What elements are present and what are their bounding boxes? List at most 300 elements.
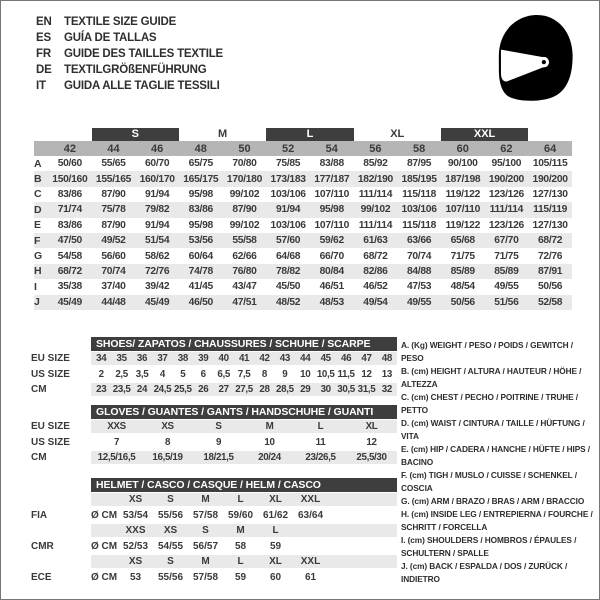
language-code: IT: [36, 80, 46, 92]
full-face-helmet-icon: [497, 14, 575, 104]
language-code: FR: [36, 48, 51, 60]
size-band-cell: S: [92, 128, 179, 141]
measurement-cell: 84/88: [397, 264, 441, 279]
measurement-cell: 50/56: [441, 295, 485, 310]
measurement-cell: 115/119: [528, 202, 572, 217]
measurement-cell: 95/98: [310, 202, 354, 217]
size-cell: XXS: [125, 525, 146, 537]
measurement-cell: 37/40: [101, 281, 126, 293]
size-column-header: 64: [528, 141, 572, 156]
measurement-cell: 68/72: [363, 250, 388, 262]
measurement-cell: 72/76: [537, 250, 563, 262]
size-cell: 59: [269, 540, 282, 552]
measurement-cell: 165/175: [179, 171, 223, 186]
measurement-cell: 105/115: [532, 158, 568, 170]
measurement-cell: 155/165: [92, 171, 136, 186]
size-cell: 10: [264, 436, 275, 448]
measurement-cell: 111/114: [485, 202, 529, 217]
measurement-cell: 190/200: [485, 171, 529, 186]
measurement-cell: 75/78: [92, 202, 136, 217]
measurement-cell: 127/130: [532, 219, 568, 231]
measurement-cell: 82/86: [354, 264, 398, 279]
measurement-cell: 72/76: [135, 264, 179, 279]
size-cell: M: [236, 525, 245, 537]
textile-size-table: [34, 128, 572, 310]
measurement-cell: 182/190: [354, 171, 398, 186]
size-cell: 12: [361, 368, 372, 380]
size-cell: 16,5/19: [152, 452, 183, 464]
size-row: [31, 367, 397, 383]
row-letter-label: G: [34, 250, 43, 263]
size-cell: 2,5: [115, 368, 128, 380]
measurement-cell: 76/80: [223, 264, 267, 279]
size-cell: 28,5: [276, 384, 294, 396]
measurement-cell: 87/91: [528, 264, 572, 279]
measurement-cell: 64/68: [275, 250, 301, 262]
measurement-cell: 170/180: [223, 171, 267, 186]
measurement-cell: 87/90: [101, 219, 126, 231]
language-row: [36, 78, 223, 94]
measurement-cell: 173/183: [266, 171, 310, 186]
size-cell: 53: [129, 571, 142, 583]
corner-cell: [34, 141, 48, 156]
language-title-list: [36, 14, 223, 94]
size-cell: 55/56: [157, 571, 184, 583]
size-row: [31, 450, 397, 466]
size-band-row: [34, 128, 572, 141]
size-row: [31, 419, 397, 435]
measurement-row: [34, 218, 572, 233]
measurement-cell: 85/89: [441, 264, 485, 279]
size-cell: S: [215, 421, 222, 433]
measurement-cell: 99/102: [229, 219, 260, 231]
size-cell: XS: [161, 421, 174, 433]
size-cell: XL: [269, 556, 282, 568]
measurement-cell: 48/52: [266, 295, 310, 310]
legend-item: D. (cm) WAIST / CINTURA / TAILLE / HÜFTUNG / VITA: [401, 418, 585, 441]
measurement-cell: 71/74: [48, 202, 92, 217]
measurement-row: [34, 295, 572, 310]
shoes-section: [31, 337, 397, 398]
measurement-cell: 107/110: [314, 219, 350, 231]
size-column-header: 60: [441, 141, 485, 156]
diameter-unit-label: Ø CM: [91, 540, 118, 552]
measurement-cell: 111/114: [358, 188, 393, 200]
row-letter-label: E: [34, 219, 42, 232]
measurement-cell: 60/70: [145, 158, 170, 170]
standard-label: ECE: [31, 571, 52, 583]
size-cell: 9: [215, 436, 222, 448]
row-values: [91, 509, 397, 522]
measurement-cell: 44/48: [92, 295, 136, 310]
size-cell: 37: [157, 353, 168, 365]
measurement-cell: 123/126: [488, 219, 524, 231]
measurement-cell: 80/84: [310, 264, 354, 279]
language-title: GUÍA DE TALLAS: [64, 32, 157, 44]
size-cell: 40: [218, 353, 229, 365]
language-row: [36, 14, 223, 30]
measurement-row: [34, 171, 572, 186]
row-values: [91, 451, 397, 464]
row-label: EU SIZE: [31, 421, 70, 433]
measurement-cell: 47/53: [406, 281, 432, 293]
language-code: EN: [36, 16, 52, 28]
size-cell: 32: [381, 384, 392, 396]
measurement-cell: 68/72: [48, 264, 92, 279]
size-cell: 63/64: [297, 509, 324, 521]
row-values: [91, 436, 397, 449]
size-cell: 20/24: [258, 452, 281, 464]
measurement-cell: 160/170: [135, 171, 179, 186]
measurement-cell: 119/122: [445, 188, 481, 200]
measurement-cell: 65/75: [188, 158, 213, 170]
size-cell: XL: [365, 421, 378, 433]
measurement-cell: 50/60: [57, 158, 82, 170]
measurement-cell: 87/90: [101, 188, 126, 200]
measurement-cell: 107/110: [314, 188, 350, 200]
gloves-section: [31, 405, 397, 466]
helmet-size-row: [31, 539, 397, 555]
helmet-size-row: [31, 523, 397, 539]
measurement-cell: 70/74: [406, 250, 432, 262]
language-code: DE: [36, 64, 52, 76]
measurement-cell: 59/62: [310, 233, 354, 248]
size-cell: 41: [238, 353, 250, 365]
legend-item: I. (cm) SHOULDERS / HOMBROS / ÉPAULES / SCHULTERN / SPALLE: [401, 535, 577, 558]
measurement-cell: 71/75: [450, 250, 475, 262]
legend-item: E. (cm) HIP / CADERA / HANCHE / HÜFTE / HIPS / BACINO: [401, 444, 591, 467]
measurement-cell: 49/54: [354, 295, 398, 310]
measurement-cell: 115/118: [402, 219, 437, 231]
size-cell: 45: [320, 353, 331, 365]
row-label: CM: [31, 384, 47, 396]
row-values: [91, 555, 397, 568]
size-band-cell: XXL: [441, 128, 528, 141]
measurement-cell: 127/130: [532, 188, 568, 200]
helmet-size-row: [31, 508, 397, 524]
size-cell: 25,5/30: [356, 452, 387, 464]
row-values: [91, 420, 397, 433]
size-cell: 46: [340, 353, 352, 365]
language-row: [36, 30, 223, 46]
language-code: ES: [36, 32, 51, 44]
measurement-cell: 83/88: [319, 158, 344, 170]
legend-item: B. (cm) HEIGHT / ALTURA / HAUTEUR / HÖHE / ALTEZZA: [401, 366, 582, 389]
measurement-cell: 43/47: [232, 281, 257, 293]
size-cell: 53/54: [122, 509, 149, 521]
row-letter-label: B: [34, 171, 48, 186]
measurement-cell: 48/54: [450, 281, 475, 293]
size-cell: XS: [128, 556, 143, 568]
size-column-header: 52: [266, 141, 310, 156]
measurement-cell: 46/52: [363, 281, 388, 293]
diameter-unit-label: Ø CM: [91, 509, 118, 521]
measurement-cell: 85/89: [485, 264, 529, 279]
measurement-cell: 115/118: [402, 188, 437, 200]
size-cell: 6,5: [217, 368, 230, 380]
size-row: [31, 435, 397, 451]
language-title: GUIDE DES TAILLES TEXTILE: [64, 48, 223, 60]
size-cell: 24: [136, 384, 148, 396]
measurement-cell: 45/50: [275, 281, 301, 293]
size-cell: 44: [300, 353, 311, 365]
row-letter-label: D: [34, 202, 48, 217]
legend-item: A. (Kg) WEIGHT / PESO / POIDS / GEWITCH / PESO: [401, 340, 573, 363]
measurement-cell: 60/64: [188, 250, 213, 262]
size-cell: 8: [164, 436, 171, 448]
size-cell: 12: [366, 436, 377, 448]
measurement-cell: 52/58: [528, 295, 572, 310]
size-cell: 54/55: [157, 540, 184, 552]
size-cell: L: [237, 556, 244, 568]
size-cell: S: [167, 556, 174, 568]
measurement-cell: 65/68: [441, 233, 485, 248]
language-row: [36, 46, 223, 62]
size-cell: 13: [381, 368, 392, 380]
size-column-header: 44: [92, 141, 136, 156]
measurement-cell: 103/106: [270, 188, 306, 200]
size-column-header: 42: [48, 141, 92, 156]
size-cell: 7: [113, 436, 120, 448]
size-cell: 31,5: [357, 384, 376, 396]
row-label: CM: [31, 452, 47, 464]
measurement-cell: 91/94: [145, 219, 170, 231]
size-cell: 5: [180, 368, 186, 380]
row-letter-label: F: [34, 233, 48, 248]
size-cell: 3,5: [135, 368, 149, 380]
measurement-cell: 87/95: [406, 158, 432, 170]
measurement-cell: 49/55: [494, 281, 519, 293]
language-title: TEXTILGRÖßENFÜHRUNG: [64, 64, 207, 76]
measurement-cell: 190/200: [528, 171, 572, 186]
size-cell: 12,5/16,5: [97, 452, 136, 464]
measurement-cell: 177/187: [310, 171, 354, 186]
size-cell: 11,5: [337, 368, 355, 380]
size-cell: 23/26,5: [305, 452, 336, 464]
measurement-cell: 71/75: [494, 250, 519, 262]
size-cell: 9: [282, 368, 288, 380]
measurement-cell: 50/56: [537, 281, 563, 293]
measurement-cell: 111/114: [358, 219, 393, 231]
size-cell: 57/58: [192, 571, 219, 583]
measurement-cell: 70/80: [232, 158, 257, 170]
shoes-title-bar: SHOES/ ZAPATOS / CHAUSSURES / SCHUHE / SCARPE: [91, 337, 397, 351]
size-cell: 43: [279, 353, 290, 365]
size-cell: 11: [315, 436, 326, 448]
row-values: [91, 571, 397, 584]
measurement-cell: 95/98: [188, 188, 213, 200]
row-values: [91, 493, 397, 506]
measurement-cell: 47/50: [48, 233, 92, 248]
row-letter-label: H: [34, 264, 48, 279]
row-letter-label: A: [34, 157, 42, 170]
size-column-header: 48: [179, 141, 223, 156]
size-column-header: 46: [135, 141, 179, 156]
measurement-cell: 95/98: [188, 219, 213, 231]
measurement-cell: 39/42: [145, 281, 170, 293]
size-cell: 60: [269, 571, 282, 583]
size-band-cell: XL: [390, 128, 405, 140]
helmet-size-row: [31, 554, 397, 570]
measurement-cell: 74/78: [179, 264, 223, 279]
size-band-cell: L: [266, 128, 353, 141]
measurement-cell: 150/160: [48, 171, 92, 186]
size-cell: 25,5: [173, 384, 192, 396]
measurement-cell: 83/86: [179, 202, 223, 217]
measurement-cell: 66/70: [319, 250, 344, 262]
measurement-cell: 90/100: [447, 158, 478, 170]
size-cell: 8: [261, 368, 267, 380]
measurement-cell: 35/38: [57, 281, 82, 293]
size-cell: 56/57: [192, 540, 219, 552]
row-values: [91, 524, 397, 537]
gloves-title-bar: GLOVES / GUANTES / GANTS / HANDSCHUHE / GUANTI: [91, 405, 397, 419]
measurement-cell: 46/50: [179, 295, 223, 310]
measurement-cell: 45/49: [135, 295, 179, 310]
row-values: [91, 368, 397, 381]
measurement-cell: 85/92: [363, 158, 388, 170]
measurement-cell: 55/58: [223, 233, 267, 248]
size-cell: 36: [136, 353, 148, 365]
size-cell: M: [201, 556, 210, 568]
size-cell: 38: [177, 353, 188, 365]
measurement-cell: 49/55: [397, 295, 441, 310]
language-title: GUIDA ALLE TAGLIE TESSILI: [64, 80, 220, 92]
standard-label: FIA: [31, 509, 48, 521]
measurement-cell: 75/85: [275, 158, 301, 170]
size-cell: 57/58: [192, 509, 219, 521]
numeric-size-header-row: [34, 141, 572, 156]
measurement-cell: 45/49: [48, 295, 92, 310]
size-cell: XXL: [300, 494, 321, 506]
measurement-cell: 70/74: [92, 264, 136, 279]
size-column-header: 54: [310, 141, 354, 156]
measurement-cell: 67/70: [485, 233, 529, 248]
size-cell: 52/53: [122, 540, 149, 552]
measurement-cell: 49/52: [92, 233, 136, 248]
measurement-row: [34, 264, 572, 279]
size-column-header: 58: [397, 141, 441, 156]
helmet-size-row: [31, 492, 397, 508]
measurement-cell: 54/58: [57, 250, 82, 262]
size-cell: 59/60: [227, 509, 254, 521]
size-cell: L: [317, 421, 324, 433]
measurement-cell: 51/56: [485, 295, 529, 310]
size-cell: L: [272, 525, 279, 537]
size-cell: 59: [234, 571, 247, 583]
measurement-cell: 51/54: [135, 233, 179, 248]
measurement-cell: 47/51: [223, 295, 267, 310]
size-cell: 4: [159, 368, 165, 380]
size-cell: M: [201, 494, 210, 506]
diameter-unit-label: Ø CM: [91, 571, 118, 583]
size-cell: S: [167, 494, 174, 506]
size-cell: XS: [163, 525, 178, 537]
row-label: US SIZE: [31, 436, 70, 448]
size-cell: XXL: [300, 556, 321, 568]
measurement-cell: 99/102: [354, 202, 398, 217]
measurement-cell: 99/102: [229, 188, 260, 200]
row-letter-label: I: [34, 280, 37, 293]
size-cell: 26: [198, 384, 209, 396]
helmet-rows: [31, 492, 397, 585]
size-cell: 42: [259, 353, 270, 365]
size-cell: 27,5: [235, 384, 253, 396]
measurement-row: [34, 248, 572, 263]
row-letter-label: C: [34, 188, 42, 201]
legend-item: J. (cm) BACK / ESPALDA / DOS / ZURÜCK / INDIETRO: [401, 561, 568, 584]
shoes-rows: [31, 351, 397, 398]
language-row: [36, 62, 223, 78]
size-cell: 7,5: [237, 368, 251, 380]
size-cell: 48: [381, 353, 392, 365]
measurement-cell: 58/62: [145, 250, 170, 262]
row-letter-label: J: [34, 295, 48, 310]
size-cell: 39: [198, 353, 209, 365]
size-cell: 23: [96, 384, 107, 396]
helmet-title-bar: HELMET / CASCO / CASQUE / HELM / CASCO: [91, 478, 397, 492]
size-cell: 24,5: [153, 384, 172, 396]
size-column-header: 62: [485, 141, 529, 156]
row-label: EU SIZE: [31, 353, 70, 365]
size-cell: XL: [269, 494, 282, 506]
helmet-section: [31, 478, 397, 585]
size-cell: 30,5: [337, 384, 355, 396]
measurement-cell: 103/106: [397, 202, 441, 217]
measurement-cell: 95/100: [491, 158, 522, 170]
legend-item: H. (cm) INSIDE LEG / ENTREPIERNA / FOURCHE / SCHRITT / FORCELLA: [401, 509, 593, 532]
size-cell: M: [265, 421, 274, 433]
row-values: [91, 383, 397, 396]
measurement-cell: 83/86: [57, 188, 82, 200]
measurement-cell: 55/65: [101, 158, 126, 170]
measurement-cell: 187/198: [441, 171, 485, 186]
size-row: [31, 382, 397, 398]
size-row: [31, 351, 397, 367]
measurement-cell: 68/72: [528, 233, 572, 248]
measurement-cell: 63/66: [397, 233, 441, 248]
row-label: US SIZE: [31, 368, 70, 380]
corner-cell: [34, 128, 48, 141]
legend-item: F. (cm) TIGH / MUSLO / CUISSE / SCHENKEL / COSCIA: [401, 470, 577, 493]
standard-label: CMR: [31, 540, 54, 552]
measurement-cell: 87/90: [223, 202, 267, 217]
size-cell: 47: [361, 353, 372, 365]
measurement-cell: 56/60: [101, 250, 126, 262]
size-cell: 23,5: [112, 384, 131, 396]
size-band-cell: [528, 128, 572, 141]
size-cell: 35: [116, 353, 127, 365]
size-cell: 34: [96, 353, 107, 365]
size-cell: 18/21,5: [203, 452, 234, 464]
legend-item: G. (cm) ARM / BRAZO / BRAS / ARM / BRACCIO: [401, 496, 585, 506]
size-cell: 30: [320, 384, 331, 396]
size-cell: 61/62: [262, 509, 289, 521]
measurement-cell: 79/82: [135, 202, 179, 217]
measurement-cell: 46/51: [319, 281, 344, 293]
measurement-cell: 53/56: [179, 233, 223, 248]
measurement-cell: 91/94: [266, 202, 310, 217]
size-cell: 10,5: [316, 368, 335, 380]
measurement-cell: 78/82: [266, 264, 310, 279]
gloves-rows: [31, 419, 397, 466]
row-values: [91, 352, 397, 365]
measurement-cell: 48/53: [310, 295, 354, 310]
size-cell: 55/56: [157, 509, 184, 521]
row-values: [91, 540, 397, 553]
helmet-size-row: [31, 570, 397, 586]
measurement-cell: 91/94: [145, 188, 170, 200]
